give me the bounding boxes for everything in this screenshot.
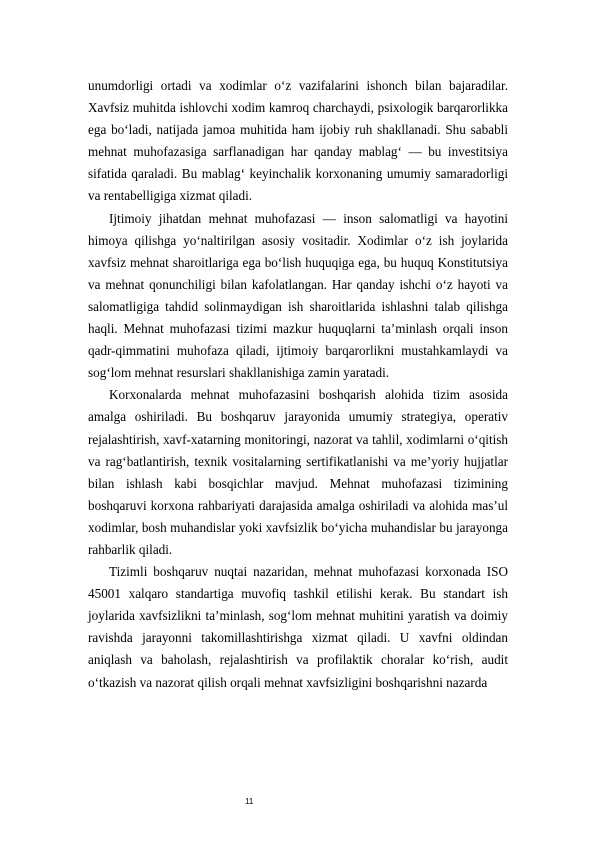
paragraph-iso-standard: Tizimli boshqaruv nuqtai nazaridan, mehnat muhofazasi korxonada ISO 45001 xalqaro standartiga muvofiq tashkil etilishi kerak. Bu standart ish joylarida xavfsizlikni ta’minlash, sog‘lom mehnat muhitini yaratish va doimiy ravishda jarayonni takomillashtirishga xizmat qiladi. U xavfni oldindan aniqlash va baholash, rejalashtirish va profilaktik choralar ko‘rish, audit o‘tkazish va nazorat qilish orqali mehnat xavfsizligini boshqarishni nazarda xyxy=(88,564,508,690)
page-number: 11 xyxy=(245,797,254,806)
paragraph-continuation: unumdorligi ortadi va xodimlar o‘z vazifalarini ishonch bilan bajaradilar. Xavfsiz muhitda ishlovchi xodim kamroq charchaydi, psixologik barqarorlikka ega bo‘ladi, natijada jamoa muhitida ham ijobiy ruh shakllanadi. Shu sababli mehnat muhofazasiga sarflanadigan har qanday mablag‘ — bu investitsiya sifatida qaraladi. Bu mablag‘ keyinchalik korxonaning umumiy samaradorligi va rentabelligiga xizmat qiladi. xyxy=(88,78,508,204)
paragraph-management: Korxonalarda mehnat muhofazasini boshqarish alohida tizim asosida amalga oshiriladi. Bu boshqaruv jarayonida umumiy strategiya, operativ rejalashtirish, xavf-xatarning monitoringi, nazorat va tahlil, xodimlarni o‘qitish va rag‘batlantirish, texnik vositalarning sertifikatlanishi va me’yoriy hujjatlar bilan ishlash kabi bosqichlar mavjud. Mehnat muhofazasi tizimining boshqaruvi korxona rahbariyati darajasida amalga oshiriladi va alohida mas’ul xodimlar, bosh muhandislar yoki xavfsizlik bo‘yicha muhandislar bu jarayonga rahbarlik qiladi. xyxy=(88,387,508,557)
body-text xyxy=(88,75,508,694)
paragraph-social-aspect: Ijtimoiy jihatdan mehnat muhofazasi — inson salomatligi va hayotini himoya qilishga yo‘naltirilgan asosiy vositadir. Xodimlar o‘z ish joylarida xavfsiz mehnat sharoitlariga ega bo‘lish huquqiga ega, bu huquq Konstitutsiya va mehnat qonunchiligi bilan kafolatlangan. Har qanday ishchi o‘z hayoti va salomatligiga tahdid solinmaydigan ish sharoitlarida ishlashni talab qilishga haqli. Mehnat muhofazasi tizimi mazkur huquqlarni ta’minlash orqali inson qadr-qimmatini muhofaza qiladi, ijtimoiy barqarorlikni mustahkamlaydi va sog‘lom mehnat resurslari shakllanishiga zamin yaratadi. xyxy=(88,210,508,381)
